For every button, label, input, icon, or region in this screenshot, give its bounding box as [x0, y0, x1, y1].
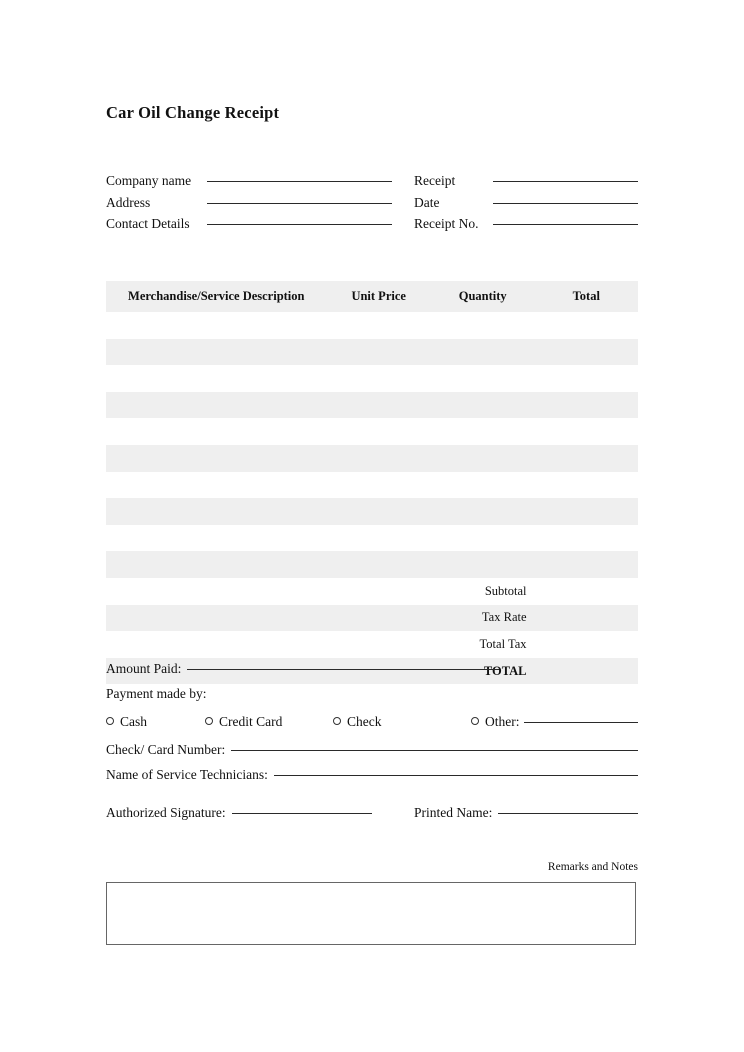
cell-quantity[interactable]: [431, 498, 535, 525]
table-row[interactable]: [106, 312, 638, 339]
cell-unit-price[interactable]: [327, 392, 431, 419]
cell-total[interactable]: [535, 312, 638, 339]
cell-total[interactable]: [535, 498, 638, 525]
amount-paid-input[interactable]: [187, 669, 499, 670]
cell-unit-price[interactable]: [327, 498, 431, 525]
payment-method-other[interactable]: [471, 714, 638, 730]
cell-quantity[interactable]: [431, 525, 535, 552]
contact-details-label: Contact Details: [106, 216, 190, 231]
cell-unit-price[interactable]: [327, 472, 431, 499]
company-name-label: Company name: [106, 173, 192, 188]
header-info-block: [106, 170, 638, 235]
receipt-no-rule[interactable]: [493, 224, 638, 225]
date-rule[interactable]: [493, 203, 638, 204]
summary-row-subtotal[interactable]: [106, 578, 638, 605]
payment-method-other-label: Other:: [485, 714, 520, 729]
cell-total[interactable]: [535, 551, 638, 578]
cell-description[interactable]: [106, 472, 327, 499]
payment-method-check-label: Check: [347, 714, 382, 729]
column-header-unit-price: Unit Price: [327, 281, 431, 312]
payment-section: [106, 661, 638, 821]
table-row[interactable]: [106, 339, 638, 366]
payment-method-credit-card-label: Credit Card: [219, 714, 283, 729]
summary-value-total-tax[interactable]: [535, 631, 638, 658]
payment-method-other-input[interactable]: [524, 722, 639, 723]
header-info-row: [106, 192, 638, 214]
radio-icon[interactable]: [333, 717, 341, 725]
payment-method-cash[interactable]: [106, 714, 205, 730]
technicians-input[interactable]: [274, 775, 638, 776]
cell-quantity[interactable]: [431, 445, 535, 472]
contact-details-rule[interactable]: [207, 224, 392, 225]
table-row[interactable]: [106, 551, 638, 578]
line-items-table: [106, 281, 638, 684]
cell-spacer: [106, 605, 327, 632]
cell-unit-price[interactable]: [327, 551, 431, 578]
cell-description[interactable]: [106, 525, 327, 552]
radio-icon[interactable]: [106, 717, 114, 725]
date-label: Date: [414, 194, 440, 210]
cell-spacer: [106, 631, 327, 658]
cell-unit-price[interactable]: [327, 445, 431, 472]
remarks-label: Remarks and Notes: [547, 861, 638, 873]
cell-quantity[interactable]: [431, 312, 535, 339]
table-row[interactable]: [106, 498, 638, 525]
remarks-textarea[interactable]: [106, 882, 636, 945]
authorized-signature-input[interactable]: [232, 813, 372, 814]
payment-method-cash-label: Cash: [120, 714, 147, 729]
authorized-signature-label: Authorized Signature:: [106, 805, 226, 820]
cell-description[interactable]: [106, 551, 327, 578]
cell-quantity[interactable]: [431, 472, 535, 499]
cell-total[interactable]: [535, 392, 638, 419]
cell-spacer: [106, 578, 327, 605]
header-info-row: [106, 170, 638, 192]
signature-row: [106, 805, 638, 821]
payment-made-by-label-row: [106, 686, 638, 702]
receipt-rule[interactable]: [493, 181, 638, 182]
table-row[interactable]: [106, 365, 638, 392]
cell-total[interactable]: [535, 339, 638, 366]
column-header-description: Merchandise/Service Description: [106, 281, 327, 312]
cell-description[interactable]: [106, 418, 327, 445]
table-header-row: [106, 281, 638, 312]
cell-total[interactable]: [535, 445, 638, 472]
receipt-label: Receipt: [414, 173, 456, 188]
cell-description[interactable]: [106, 498, 327, 525]
cell-total[interactable]: [535, 472, 638, 499]
summary-label-tax-rate: Tax Rate: [431, 605, 535, 632]
cell-total[interactable]: [535, 365, 638, 392]
summary-label-total-tax: Total Tax: [431, 631, 535, 658]
receipt-field[interactable]: [414, 170, 638, 192]
amount-paid-label: Amount Paid:: [106, 661, 182, 676]
summary-row-tax-rate[interactable]: [106, 605, 638, 632]
header-info-row: [106, 213, 638, 235]
table-row[interactable]: [106, 472, 638, 499]
card-number-field[interactable]: [106, 742, 638, 758]
radio-icon[interactable]: [471, 717, 479, 725]
company-name-rule[interactable]: [207, 181, 392, 182]
payment-made-by-label: Payment made by:: [106, 686, 207, 701]
cell-quantity[interactable]: [431, 418, 535, 445]
summary-label-total: TOTAL: [431, 658, 535, 685]
cell-quantity[interactable]: [431, 392, 535, 419]
table-row[interactable]: [106, 525, 638, 552]
cell-unit-price[interactable]: [327, 525, 431, 552]
technicians-label: Name of Service Technicians:: [106, 767, 268, 782]
cell-unit-price[interactable]: [327, 339, 431, 366]
payment-method-check[interactable]: [333, 714, 471, 730]
printed-name-field[interactable]: [414, 805, 638, 821]
card-number-label: Check/ Card Number:: [106, 742, 226, 757]
address-rule[interactable]: [207, 203, 392, 204]
cell-spacer: [327, 578, 431, 605]
printed-name-label: Printed Name:: [414, 805, 493, 820]
address-label: Address: [106, 194, 151, 210]
cell-unit-price[interactable]: [327, 418, 431, 445]
technicians-field[interactable]: [106, 767, 638, 783]
receipt-no-label: Receipt No.: [414, 216, 479, 231]
table-row[interactable]: [106, 445, 638, 472]
summary-value-subtotal[interactable]: [535, 578, 638, 605]
table-row[interactable]: [106, 392, 638, 419]
amount-paid-field[interactable]: [106, 661, 638, 677]
authorized-signature-field[interactable]: [106, 805, 414, 821]
cell-description[interactable]: [106, 312, 327, 339]
summary-value-tax-rate[interactable]: [535, 605, 638, 632]
cell-unit-price[interactable]: [327, 312, 431, 339]
receipt-no-field[interactable]: [414, 213, 638, 235]
summary-row-total-tax[interactable]: [106, 631, 638, 658]
cell-description[interactable]: [106, 392, 327, 419]
column-header-total: Total: [535, 281, 638, 312]
page-title: Car Oil Change Receipt: [106, 103, 280, 122]
cell-total[interactable]: [535, 525, 638, 552]
contact-details-field[interactable]: [106, 213, 414, 235]
cell-quantity[interactable]: [431, 339, 535, 366]
cell-description[interactable]: [106, 339, 327, 366]
date-field[interactable]: [414, 192, 638, 214]
cell-quantity[interactable]: [431, 365, 535, 392]
cell-spacer: [327, 631, 431, 658]
payment-methods-group: [106, 714, 638, 730]
cell-spacer: [327, 605, 431, 632]
cell-quantity[interactable]: [431, 551, 535, 578]
card-number-input[interactable]: [231, 750, 638, 751]
cell-description[interactable]: [106, 445, 327, 472]
column-header-quantity: Quantity: [431, 281, 535, 312]
table-row[interactable]: [106, 418, 638, 445]
payment-method-credit-card[interactable]: [205, 714, 333, 730]
company-name-field[interactable]: [106, 170, 414, 192]
address-field[interactable]: [106, 192, 414, 214]
summary-label-subtotal: Subtotal: [431, 578, 535, 605]
radio-icon[interactable]: [205, 717, 213, 725]
cell-unit-price[interactable]: [327, 365, 431, 392]
printed-name-input[interactable]: [498, 813, 638, 814]
cell-total[interactable]: [535, 418, 638, 445]
cell-description[interactable]: [106, 365, 327, 392]
